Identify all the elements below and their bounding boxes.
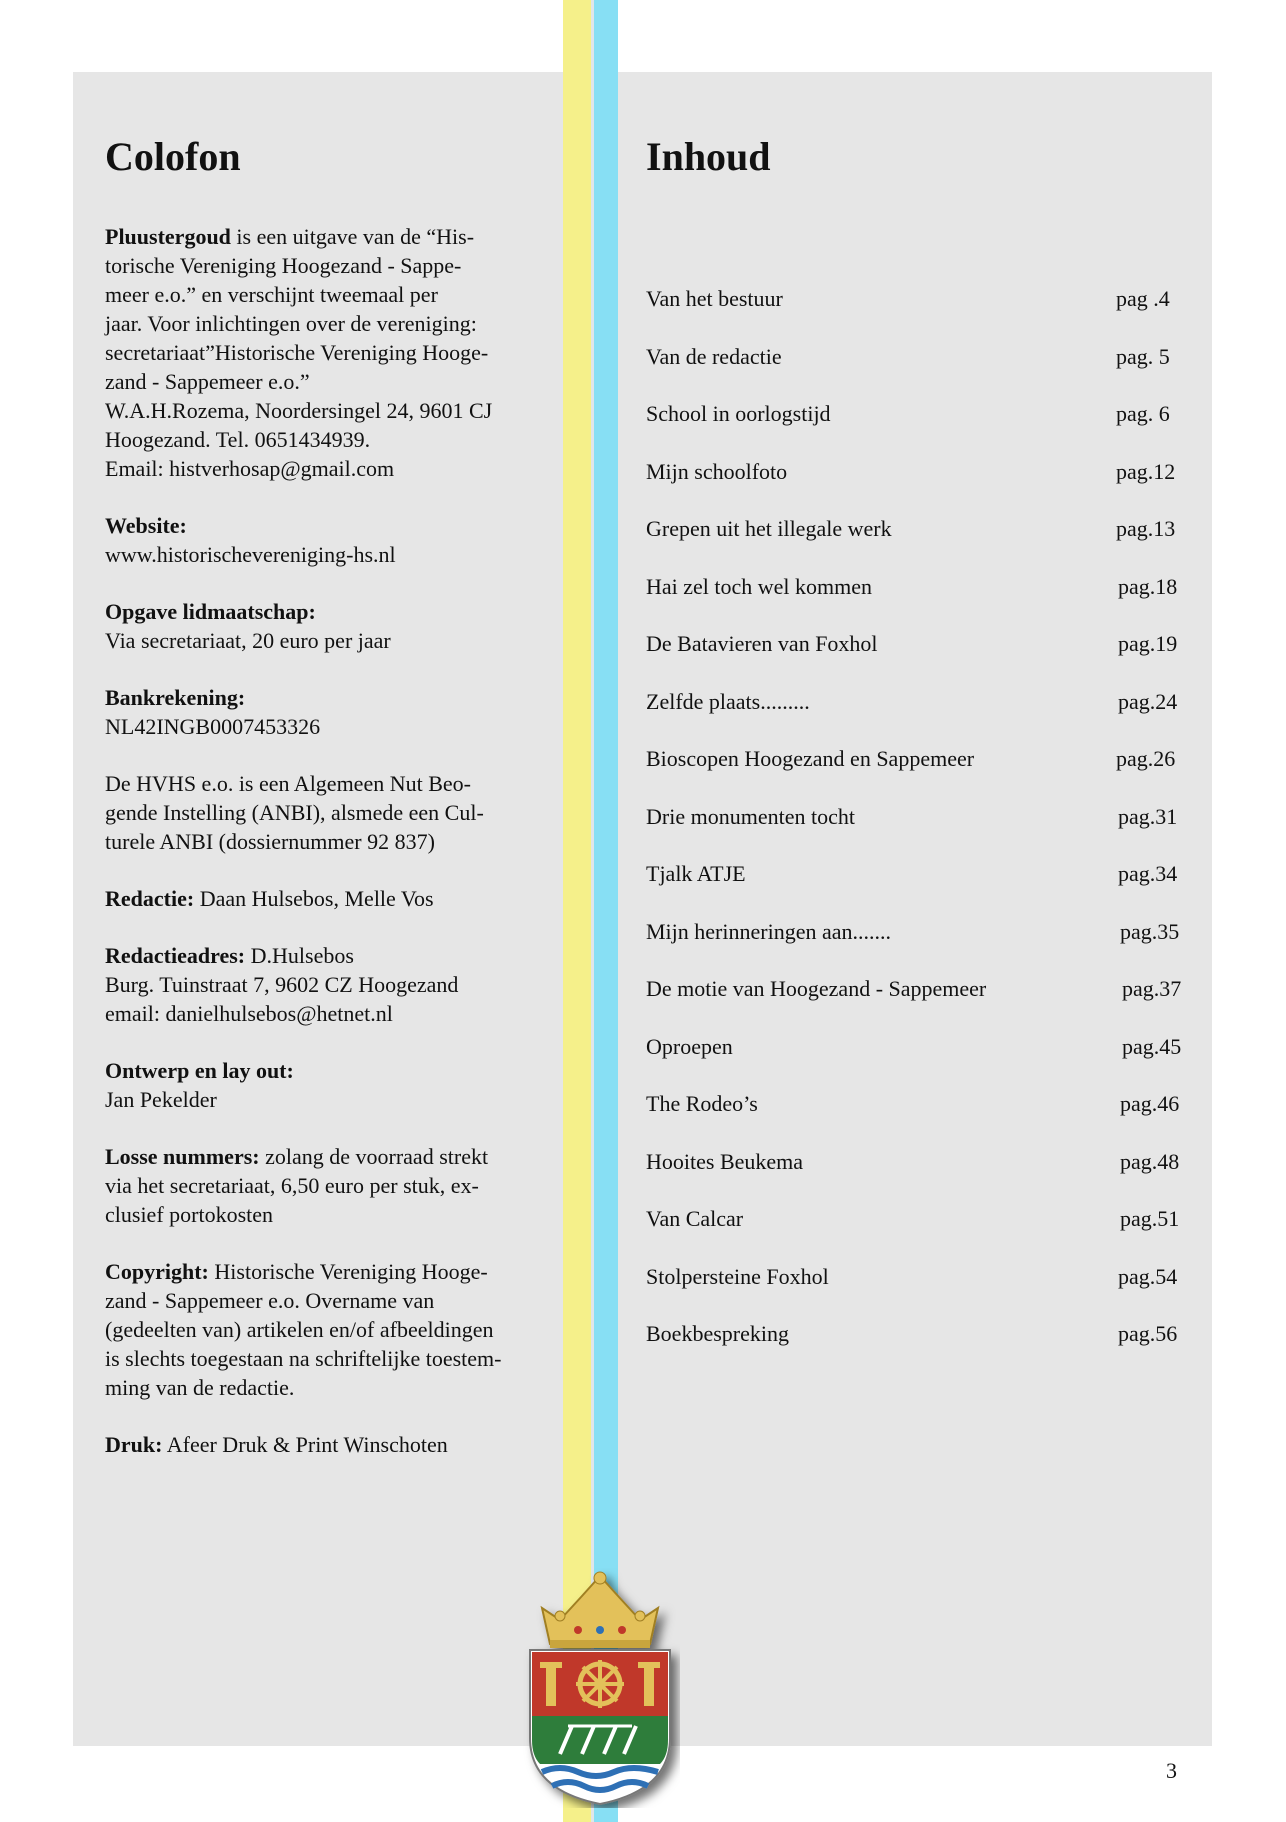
copyright-value: Historische Vereniging Hooge-	[208, 1259, 488, 1284]
bank-label: Bankrekening:	[105, 685, 246, 710]
copyright-label: Copyright:	[105, 1259, 209, 1284]
toc-item-title: School in oorlogstijd	[646, 401, 831, 426]
anbi-block	[105, 769, 545, 856]
intro-line: meer e.o.” en verschijnt tweemaal per	[105, 282, 438, 307]
toc-item[interactable]	[646, 746, 1186, 804]
single-issues-line: via het secretariaat, 6,50 euro per stuk, ex-	[105, 1173, 479, 1198]
toc-item-title: Van de redactie	[646, 343, 782, 369]
toc-item-title: Hai zel toch wel kommen	[646, 573, 873, 599]
toc-item-page: pag.35	[1120, 918, 1180, 944]
intro-line: secretariaat”Historische Vereniging Hooge-	[105, 340, 489, 365]
toc-item[interactable]	[646, 1206, 1186, 1264]
toc-item[interactable]	[646, 689, 1186, 747]
toc-item-title: Boekbespreking	[646, 1321, 789, 1346]
toc-item-page: pag.13	[1116, 516, 1176, 541]
intro-line: torische Vereniging Hoogezand - Sappe-	[105, 253, 462, 278]
publication-name: Pluustergoud	[105, 224, 231, 249]
design-block	[105, 1056, 545, 1114]
toc-item-page: pag.18	[1118, 573, 1178, 599]
toc-item-page: pag.48	[1120, 1148, 1180, 1174]
toc-item-title: Mijn schoolfoto	[646, 458, 788, 484]
toc-item-title: Zelfde plaats.........	[646, 688, 810, 714]
toc-item-page: pag.51	[1120, 1206, 1180, 1231]
intro-paragraph	[105, 222, 545, 483]
toc-item-title: Grepen uit het illegale werk	[646, 516, 892, 541]
design-value: Jan Pekelder	[105, 1087, 217, 1112]
toc-item[interactable]	[646, 516, 1186, 574]
toc-item-page: pag.46	[1120, 1091, 1180, 1116]
editorial-address-name: D.Hulsebos	[245, 943, 354, 968]
email-line: Email: histverhosap@gmail.com	[105, 456, 395, 481]
toc-item-title: Tjalk ATJE	[646, 861, 746, 886]
editorial-address-block	[105, 941, 545, 1028]
toc-item-page: pag .4	[1116, 286, 1170, 311]
single-issues-label: Losse nummers:	[105, 1144, 260, 1169]
toc-item-title: Stolpersteine Foxhol	[646, 1263, 829, 1289]
toc-item[interactable]	[646, 1149, 1186, 1207]
toc-item[interactable]	[646, 1264, 1186, 1322]
bank-block	[105, 683, 545, 741]
anbi-line: De HVHS e.o. is een Algemeen Nut Beo-	[105, 771, 471, 796]
toc-item[interactable]	[646, 1034, 1186, 1092]
copyright-line: (gedeelten van) artikelen en/of afbeeldingen	[105, 1317, 494, 1342]
membership-block	[105, 597, 545, 655]
toc-item-title: Oproepen	[646, 1033, 733, 1059]
editors-value: Daan Hulsebos, Melle Vos	[194, 886, 434, 911]
toc-item-page: pag.26	[1116, 746, 1176, 771]
intro-line: jaar. Voor inlichtingen over de vereniging:	[105, 311, 477, 336]
print-block	[105, 1430, 545, 1459]
intro-line: Hoogezand. Tel. 0651434939.	[105, 427, 371, 452]
intro-line: is een uitgave van de “His-	[230, 224, 475, 249]
bank-value: NL42INGB0007453326	[105, 714, 321, 739]
single-issues-line: clusief portokosten	[105, 1202, 274, 1227]
editors-block	[105, 884, 545, 913]
toc-item-title: Van Calcar	[646, 1206, 744, 1231]
toc-item[interactable]	[646, 804, 1186, 862]
inhoud-title: Inhoud	[646, 134, 771, 179]
toc-item[interactable]	[646, 976, 1186, 1034]
toc-item[interactable]	[646, 344, 1186, 402]
table-of-contents	[646, 286, 1186, 1379]
toc-item-title: The Rodeo’s	[646, 1091, 758, 1116]
toc-item-page: pag.54	[1118, 1263, 1178, 1289]
toc-item-title: De motie van Hoogezand - Sappemeer	[646, 976, 987, 1001]
page-number: 3	[1166, 1758, 1177, 1783]
toc-item[interactable]	[646, 574, 1186, 632]
single-issues-value: zolang de voorraad strekt	[259, 1144, 489, 1169]
print-label: Druk:	[105, 1432, 163, 1457]
toc-item-title: Mijn herinneringen aan.......	[646, 918, 891, 944]
toc-item-page: pag.19	[1118, 631, 1178, 656]
toc-item[interactable]	[646, 459, 1186, 517]
toc-item-title: Drie monumenten tocht	[646, 803, 855, 829]
toc-item-page: pag. 5	[1116, 343, 1170, 369]
anbi-line: turele ANBI (dossiernummer 92 837)	[105, 829, 435, 854]
membership-value: Via secretariaat, 20 euro per jaar	[105, 628, 391, 653]
toc-item-page: pag.45	[1122, 1033, 1182, 1059]
colofon-text	[105, 222, 545, 1487]
toc-item[interactable]	[646, 401, 1186, 459]
toc-item[interactable]	[646, 286, 1186, 344]
website-link[interactable]: www.historischevereniging-hs.nl	[105, 542, 396, 567]
toc-item-title: Hooites Beukema	[646, 1148, 804, 1174]
toc-item-page: pag.34	[1118, 861, 1178, 886]
toc-item-title: Van het bestuur	[646, 286, 783, 311]
toc-item-page: pag.56	[1118, 1321, 1178, 1346]
copyright-line: is slechts toegestaan na schriftelijke toestem-	[105, 1346, 502, 1371]
intro-line: zand - Sappemeer e.o.”	[105, 369, 310, 394]
toc-item[interactable]	[646, 1321, 1186, 1379]
colofon-title: Colofon	[105, 134, 241, 179]
toc-item-page: pag.37	[1122, 976, 1182, 1001]
editorial-address-line: Burg. Tuinstraat 7, 9602 CZ Hoogezand	[105, 972, 459, 997]
editors-label: Redactie:	[105, 886, 195, 911]
intro-line: W.A.H.Rozema, Noordersingel 24, 9601 CJ	[105, 398, 493, 423]
toc-item[interactable]	[646, 861, 1186, 919]
editorial-email-line: email: danielhulsebos@hetnet.nl	[105, 1001, 393, 1026]
toc-item-page: pag.24	[1118, 688, 1178, 714]
editorial-address-label: Redactieadres:	[105, 943, 246, 968]
copyright-block	[105, 1257, 545, 1402]
anbi-line: gende Instelling (ANBI), alsmede een Cul-	[105, 800, 484, 825]
hoogezand-sappemeer-coat-of-arms-icon	[520, 1568, 680, 1808]
toc-item-page: pag.31	[1118, 803, 1178, 829]
toc-item-title: Bioscopen Hoogezand en Sappemeer	[646, 746, 975, 771]
toc-item[interactable]	[646, 1091, 1186, 1149]
toc-item[interactable]	[646, 631, 1186, 689]
print-value: Afeer Druk & Print Winschoten	[162, 1432, 448, 1457]
website-label: Website:	[105, 513, 187, 538]
copyright-line: ming van de redactie.	[105, 1375, 295, 1400]
blue-stripe	[594, 0, 618, 1822]
copyright-line: zand - Sappemeer e.o. Overname van	[105, 1288, 435, 1313]
single-issues-block	[105, 1142, 545, 1229]
toc-item[interactable]	[646, 919, 1186, 977]
website-block	[105, 511, 545, 569]
membership-label: Opgave lidmaatschap:	[105, 599, 316, 624]
design-label: Ontwerp en lay out:	[105, 1058, 294, 1083]
toc-item-page: pag. 6	[1116, 401, 1170, 426]
yellow-stripe	[563, 0, 591, 1822]
toc-item-title: De Batavieren van Foxhol	[646, 631, 878, 656]
toc-item-page: pag.12	[1116, 458, 1176, 484]
